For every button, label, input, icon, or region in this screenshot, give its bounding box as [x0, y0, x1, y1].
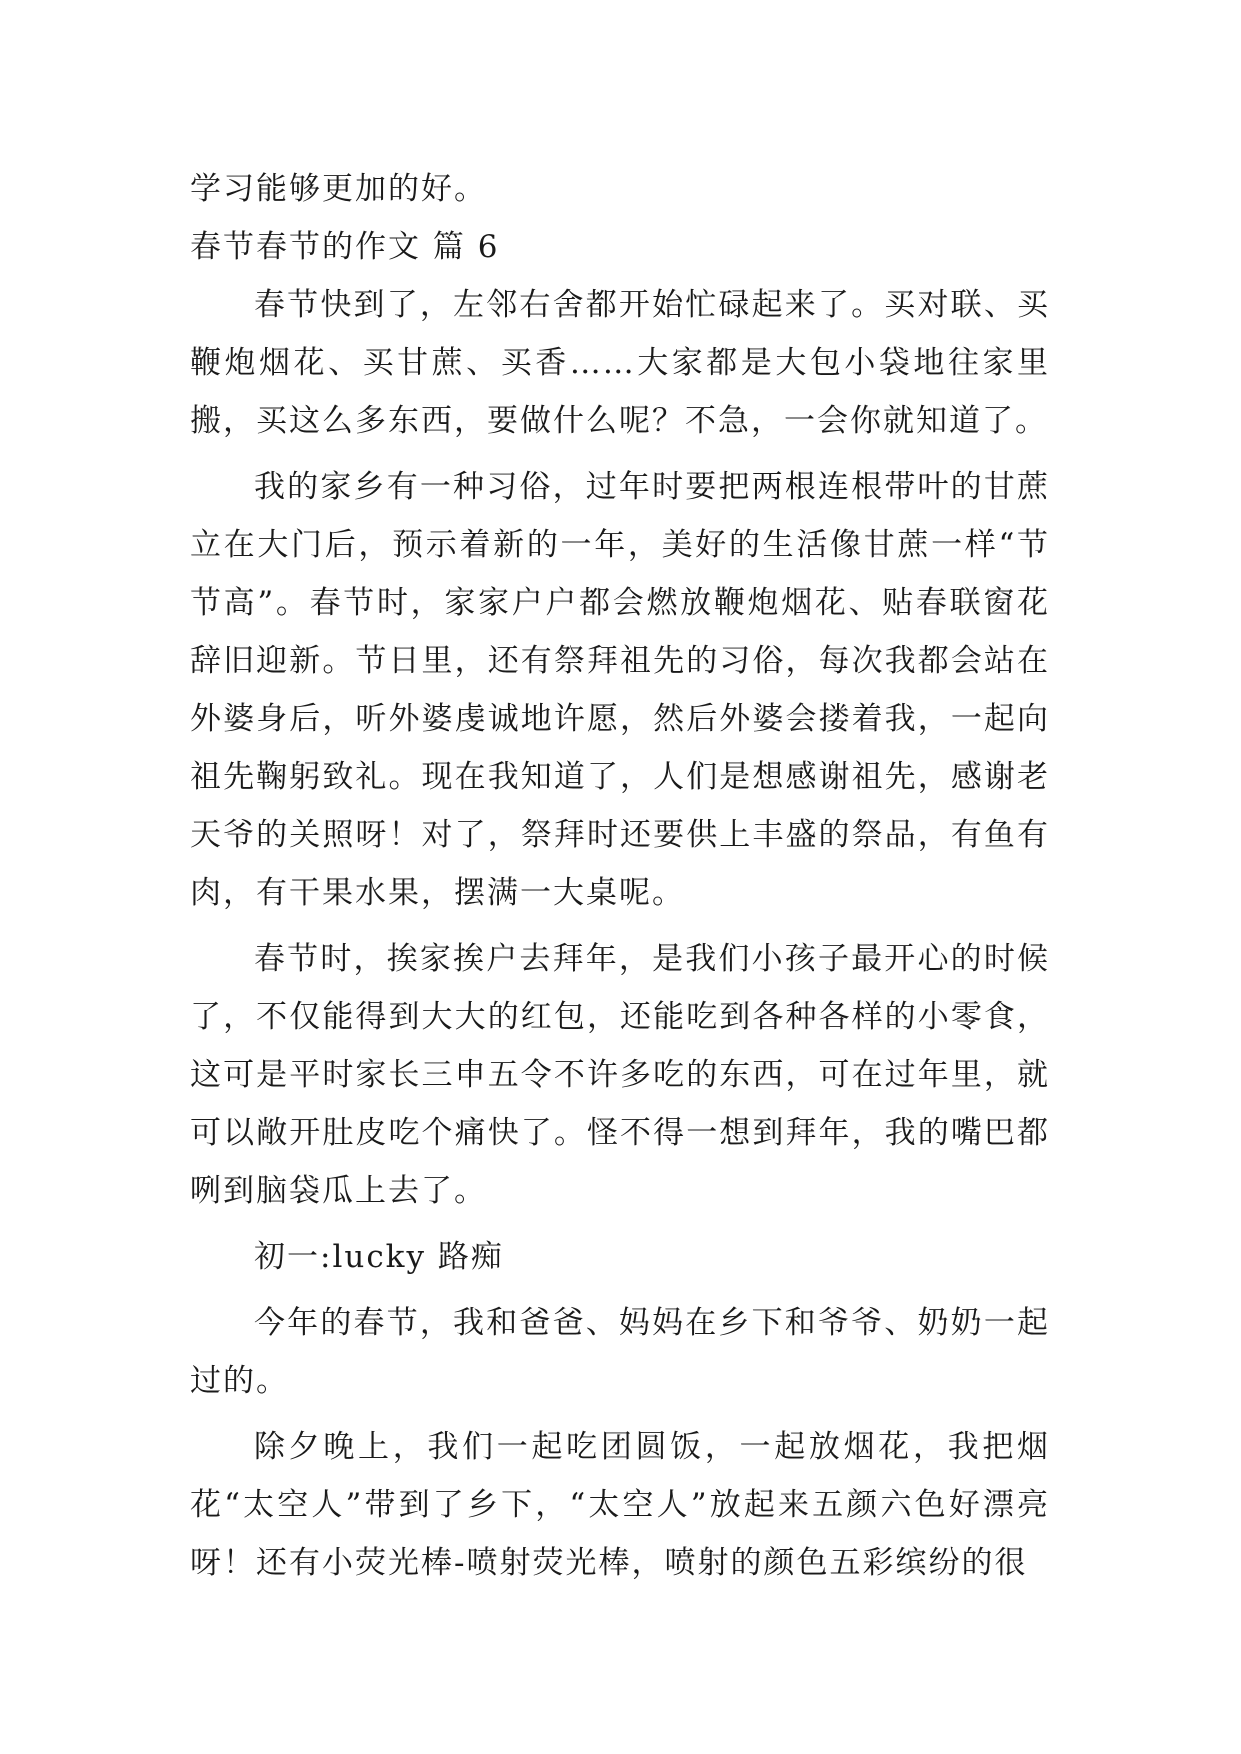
paragraph-4: 初一:lucky 路痴	[254, 1239, 504, 1275]
lead-line: 学习能够更加的好。	[190, 171, 487, 207]
paragraph-2: 我的家乡有一种习俗，过年时要把两根连根带叶的甘蔗立在大门后，预示着新的一年，美好的生活像甘蔗一样“节节高”。春节时，家家户户都会燃放鞭炮烟花、贴春联窗花辞旧迎新。节日里，还有祭拜祖先的习俗，每次我都会站在外婆身后，听外婆虔诚地许愿，然后外婆会搂着我，一起向祖先鞠躬致礼。现在我知道了，人们是想感谢祖先，感谢老天爷的关照呀！对了，祭拜时还要供上丰盛的祭品，有鱼有肉，有干果水果，摆满一大桌呢。	[190, 469, 1050, 911]
essay-title: 春节春节的作文 篇 6	[190, 229, 500, 265]
document-body	[190, 160, 1050, 1600]
paragraph-3: 春节时，挨家挨户去拜年，是我们小孩子最开心的时候了，不仅能得到大大的红包，还能吃到各种各样的小零食，这可是平时家长三申五令不许多吃的东西，可在过年里，就可以敞开肚皮吃个痛快了。怪不得一想到拜年，我的嘴巴都咧到脑袋瓜上去了。	[190, 941, 1050, 1209]
paragraph-5: 今年的春节，我和爸爸、妈妈在乡下和爷爷、奶奶一起过的。	[190, 1305, 1050, 1399]
paragraph-1: 春节快到了，左邻右舍都开始忙碌起来了。买对联、买鞭炮烟花、买甘蔗、买香……大家都是大包小袋地往家里搬，买这么多东西，要做什么呢？不急，一会你就知道了。	[190, 287, 1050, 439]
paragraph-6: 除夕晚上，我们一起吃团圆饭，一起放烟花，我把烟花“太空人”带到了乡下，“太空人”放起来五颜六色好漂亮呀！还有小荧光棒-喷射荧光棒，喷射的颜色五彩缤纷的很	[190, 1429, 1050, 1581]
